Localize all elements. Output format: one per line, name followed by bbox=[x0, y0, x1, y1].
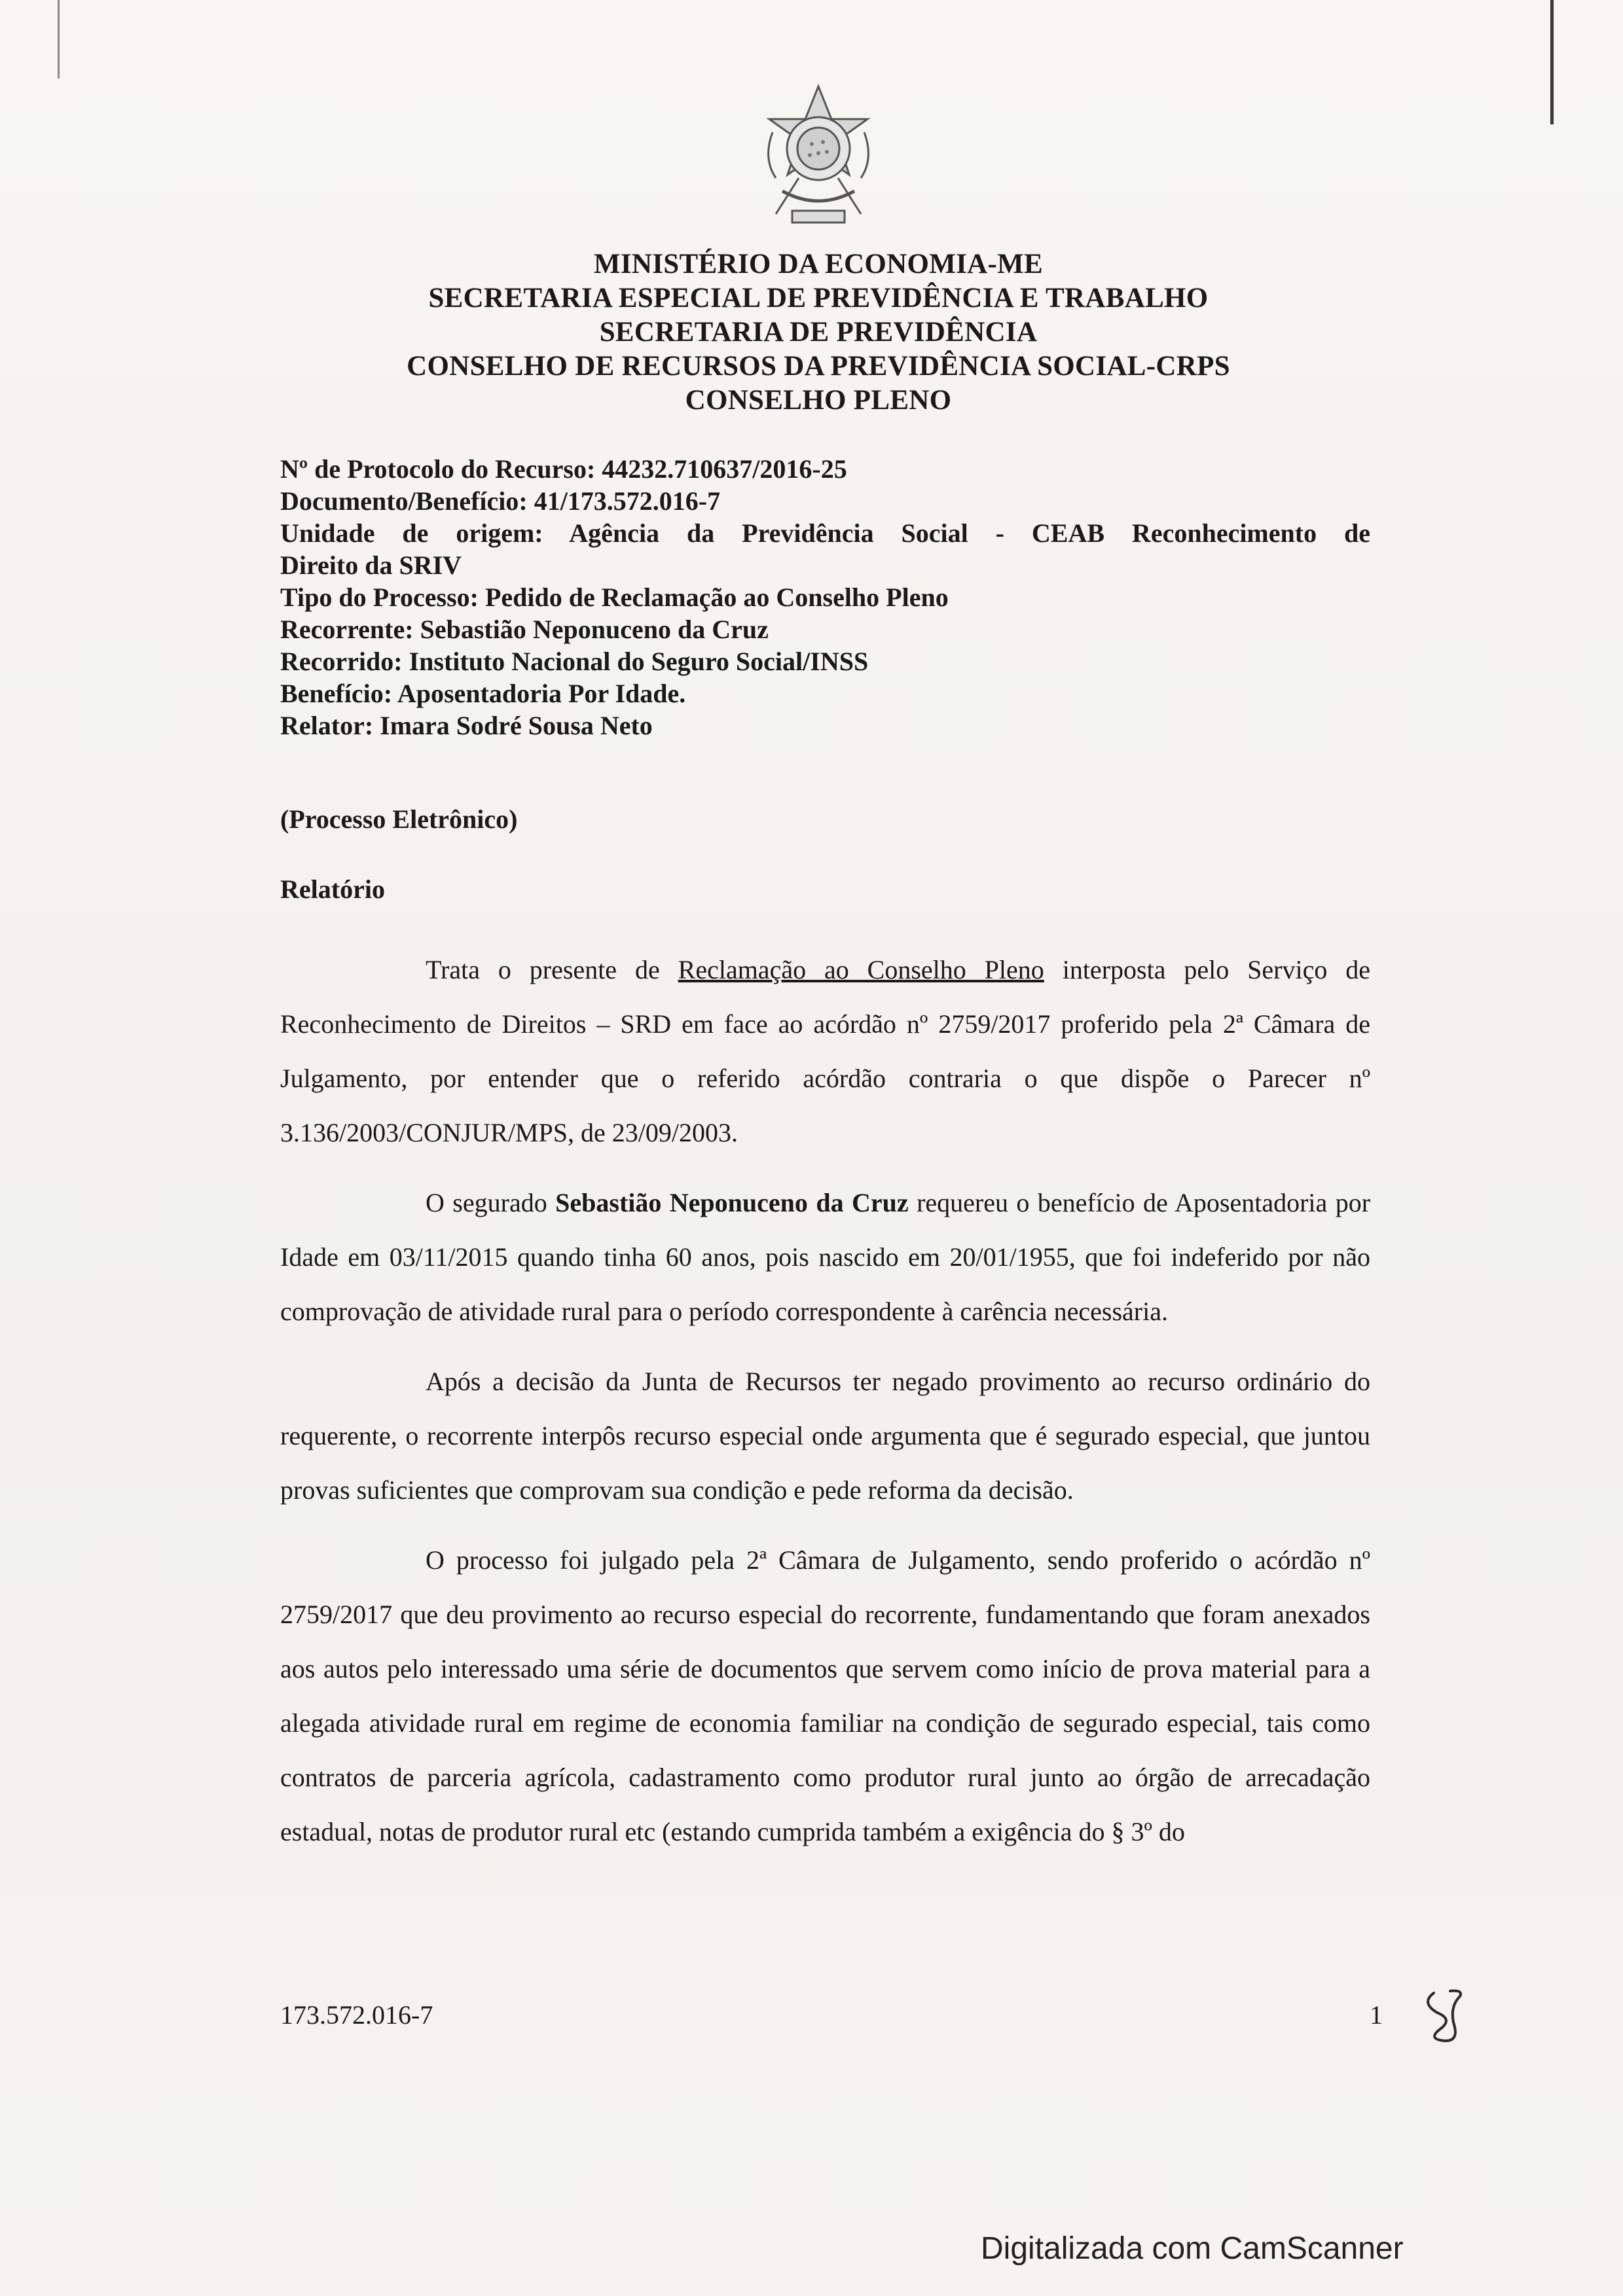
page-edge-left bbox=[58, 0, 60, 79]
paragraph-2-text-a: O segurado bbox=[426, 1188, 556, 1217]
rapporteur: Relator: Imara Sodré Sousa Neto bbox=[280, 711, 653, 740]
header-line-secretariat: SECRETARIA DE PREVIDÊNCIA bbox=[599, 317, 1038, 348]
paragraph-2-text-b: requereu o benefício de Aposentadoria por Idade em 03/11/2015 quando tinha 60 anos, pois nascido em 20/01/1955, que foi indeferido por não comprovação de atividade rural para o período correspondente à carência necessária. bbox=[280, 1188, 1371, 1326]
process-metadata bbox=[280, 453, 1370, 742]
paragraph-2-bold-name: Sebastião Neponuceno da Cruz bbox=[555, 1188, 909, 1217]
origin-unit-line-2: Direito da SRIV bbox=[280, 550, 462, 580]
scanner-watermark: Digitalizada com CamScanner bbox=[981, 2231, 1404, 2266]
header-line-special-secretariat: SECRETARIA ESPECIAL DE PREVIDÊNCIA E TRABALHO bbox=[428, 283, 1209, 314]
header-line-council: CONSELHO DE RECURSOS DA PREVIDÊNCIA SOCIAL-CRPS bbox=[407, 351, 1230, 382]
paragraph-1-text-b: interposta pelo Serviço de Reconhecimento de Direitos – SRD em face ao acórdão nº 2759/2017 proferido pela 2ª Câmara de Julgamento, por entender que o referido acórdão contraria o que dispõe o Parecer nº 3.136/2003/CONJUR/MPS, de 23/09/2003. bbox=[280, 955, 1370, 1147]
page-edge-right bbox=[1550, 0, 1554, 124]
report-body bbox=[280, 942, 1370, 1874]
handwritten-initial-icon bbox=[1414, 1983, 1473, 2049]
footer-page-number: 1 bbox=[1370, 2000, 1383, 2030]
header-line-plenary: CONSELHO PLENO bbox=[685, 385, 952, 416]
electronic-process-label: (Processo Eletrônico) bbox=[280, 804, 518, 834]
paragraph-4: O processo foi julgado pela 2ª Câmara de Julgamento, sendo proferido o acórdão nº 2759/2017 que deu provimento ao recurso especial do recorrente, fundamentando que foram anexados aos autos pelo interessado uma série de documentos que servem como início de prova material para a alegada atividade rural em regime de economia familiar na condição de segurado especial, tais como contratos de parceria agrícola, cadastramento como produtor rural junto ao órgão de arrecadação estadual, notas de produtor rural etc (estando cumprida também a exigência do § 3º do bbox=[280, 1545, 1370, 1846]
section-title-report: Relatório bbox=[280, 874, 385, 904]
origin-unit-line-1: Unidade de origem: Agência da Previdência Social - CEAB Reconhecimento de bbox=[280, 518, 1370, 548]
process-type: Tipo do Processo: Pedido de Reclamação ao Conselho Pleno bbox=[280, 583, 949, 612]
appellee: Recorrido: Instituto Nacional do Seguro Social/INSS bbox=[280, 647, 869, 676]
paragraph-1 bbox=[280, 942, 1370, 1160]
benefit-type: Benefício: Aposentadoria Por Idade. bbox=[280, 679, 686, 708]
protocol-number: Nº de Protocolo do Recurso: 44232.710637/2016-25 bbox=[280, 454, 847, 484]
brazil-coat-of-arms-icon bbox=[737, 80, 900, 243]
paragraph-1-text-a: Trata o presente de bbox=[426, 955, 678, 984]
footer-document-code: 173.572.016-7 bbox=[280, 2000, 433, 2030]
header-line-ministry: MINISTÉRIO DA ECONOMIA-ME bbox=[594, 249, 1043, 279]
paragraph-2 bbox=[280, 1175, 1370, 1338]
appellant: Recorrente: Sebastião Neponuceno da Cruz bbox=[280, 615, 769, 644]
document-header bbox=[262, 247, 1375, 418]
paragraph-3: Após a decisão da Junta de Recursos ter negado provimento ao recurso ordinário do requerente, o recorrente interpôs recurso especial onde argumenta que é segurado especial, que juntou provas suficientes que comprovam sua condição e pede reforma da decisão. bbox=[280, 1367, 1370, 1505]
paragraph-1-underlined: Reclamação ao Conselho Pleno bbox=[678, 955, 1044, 984]
document-benefit: Documento/Benefício: 41/173.572.016-7 bbox=[280, 486, 721, 516]
